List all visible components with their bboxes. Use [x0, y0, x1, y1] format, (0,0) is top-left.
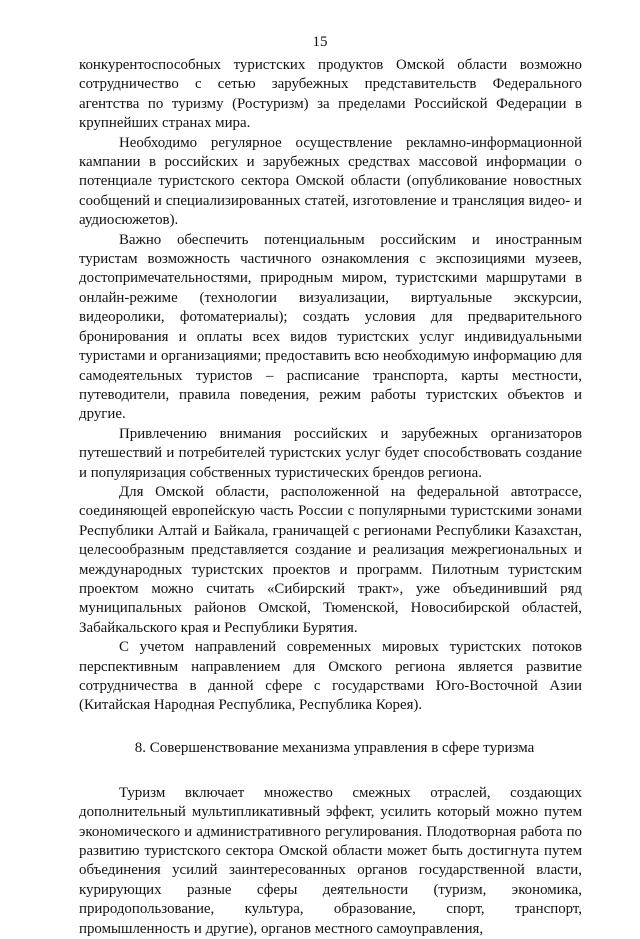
paragraph-online-access: Важно обеспечить потенциальным российским и иностранным туристам возможность частичного ознакомления с экспозициями музеев, достопримечательностями, природным миром, туристскими маршрутами в онлайн-режиме (технологии визуализации, виртуальные экскурсии, видеоролики, фотоматериалы); создать условия для предварительного бронирования и оплаты всех видов туристских услуг индивидуальными туристами и организациями; предоставить всю необходимую информацию для самодеятельных туристов – расписание транспорта, карты местности, путеводители, правила поведения, режим работы туристских объектов и другие.	[79, 231, 582, 423]
paragraph-regional-brands: Привлечению внимания российских и зарубежных организаторов путешествий и потребителей туристских услуг будет способствовать создание и популяризация собственных туристических брендов региона.	[79, 425, 582, 481]
paragraph-southeast-asia: С учетом направлений современных мировых туристских потоков перспективным направлением для Омского региона является развитие сотрудничества в данной сфере с государствами Юго-Восточной Азии (Китайская Народная Республика, Республика Корея).	[79, 639, 582, 714]
section-heading: 8. Совершенствование механизма управления в сфере туризма	[134, 739, 535, 756]
document-body	[79, 56, 582, 939]
paragraph-advertising-campaign: Необходимо регулярное осуществление рекламно-информационной кампании в российских и зарубежных средствах массовой информации о потенциале туристского сектора Омской области (опубликование новостных сообщений и специализированных статей, изготовление и трансляция видео- и аудиосюжетов).	[79, 134, 582, 229]
paragraph-tourism-management: Туризм включает множество смежных отраслей, создающих дополнительный мультипликативный эффект, усилить который можно путем экономического и административного регулирования. Плодотворная работа по развитию туристского сектора Омской области может быть достигнута путем объединения усилий заинтересованных органов государственной власти, курирующих разные сферы деятельности (туризм, экономика, природопользование, культура, образование, спорт, транспорт, промышленность и другие), органов местного самоуправления,	[79, 784, 582, 937]
page-number: 15	[312, 34, 328, 50]
paragraph-interregional-projects: Для Омской области, расположенной на федеральной автотрассе, соединяющей европейскую часть России с популярными туристскими зонами Республики Алтай и Байкала, граничащей с регионами Республики Казахстан, целесообразным представляется создание и реализация межрегиональных и международных туристских проектов и программ. Пилотным туристским проектом можно считать «Сибирский тракт», уже объединивший ряд муниципальных районов Омской, Тюменской, Новосибирской областей, Забайкальского края и Республики Бурятия.	[79, 483, 582, 636]
paragraph-continuation: конкурентоспособных туристских продуктов Омской области возможно сотрудничество с сетью зарубежных представительств Федерального агентства по туризму (Ростуризм) за пределами Российской Федерации в крупнейших странах мира.	[79, 57, 582, 132]
